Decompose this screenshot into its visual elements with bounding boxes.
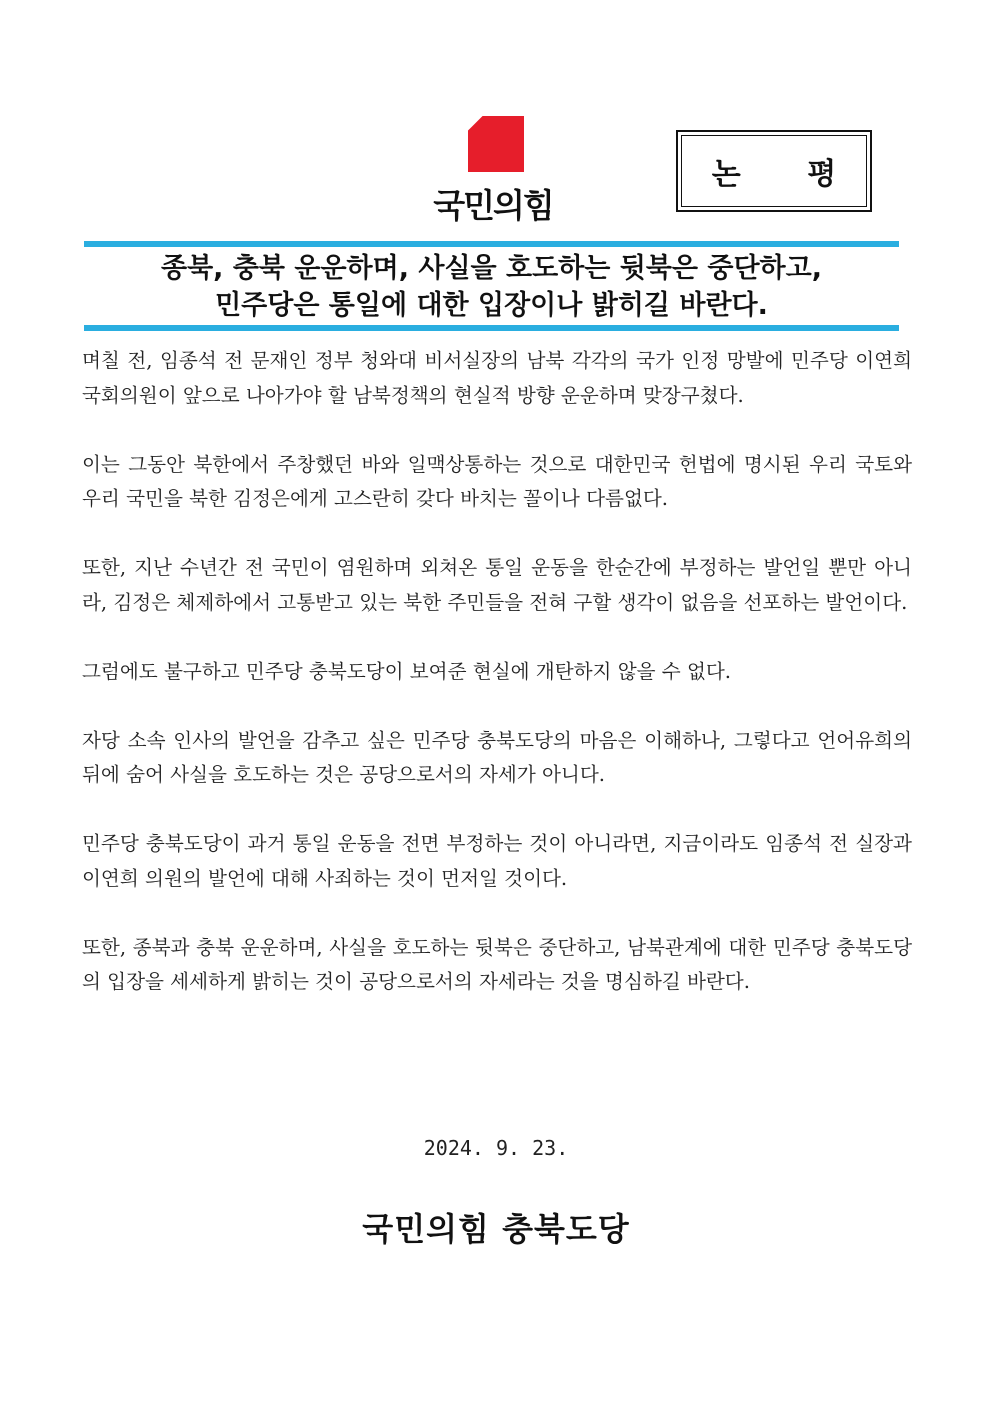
headline-bottom-rule — [84, 325, 899, 331]
commentary-badge-label: 논 평 — [681, 135, 867, 207]
party-logo-mark — [468, 116, 524, 172]
headline-line-1: 종북, 충북 운운하며, 사실을 호도하는 뒷북은 중단하고, — [161, 253, 822, 284]
paragraph: 자당 소속 인사의 발언을 감추고 싶은 민주당 충북도당의 마음은 이해하나, 그렇다고 언어유희의 뒤에 숨어 사실을 호도하는 것은 공당으로서의 자세가 아니다. — [82, 728, 912, 786]
paragraph: 민주당 충북도당이 과거 통일 운동을 전면 부정하는 것이 아니라면, 지금이라도 임종석 전 실장과 이연희 의원의 발언에 대해 사죄하는 것이 먼저일 것이다. — [82, 832, 912, 890]
headline — [84, 250, 899, 324]
headline-line-2: 민주당은 통일에 대한 입장이나 밝히길 바란다. — [215, 290, 768, 321]
statement-date: 2024. 9. 23. — [423, 1136, 569, 1160]
signature: 국민의힘 충북도당 — [362, 1210, 630, 1248]
party-logo-text: 국민의힘 — [433, 186, 553, 225]
paragraph: 또한, 종북과 충북 운운하며, 사실을 호도하는 뒷북은 중단하고, 남북관계에 대한 민주당 충북도당의 입장을 세세하게 밝히는 것이 공당으로서의 자세라는 것을 명심하길 바란다. — [82, 935, 912, 993]
statement-body — [82, 344, 912, 1034]
paragraph: 그럼에도 불구하고 민주당 충북도당이 보여준 현실에 개탄하지 않을 수 없다. — [82, 659, 732, 683]
paragraph: 또한, 지난 수년간 전 국민이 염원하며 외쳐온 통일 운동을 한순간에 부정하는 발언일 뿐만 아니라, 김정은 체제하에서 고통받고 있는 북한 주민들을 전혀 구할 생각이 없음을 선포하는 발언이다. — [82, 556, 912, 614]
commentary-badge — [676, 130, 872, 212]
paragraph: 며칠 전, 임종석 전 문재인 정부 청와대 비서실장의 남북 각각의 국가 인정 망발에 민주당 이연희 국회의원이 앞으로 나아가야 할 남북정책의 현실적 방향 운운하며 맞장구쳤다. — [82, 349, 912, 407]
party-logo — [420, 116, 566, 232]
headline-top-rule — [84, 241, 899, 247]
paragraph: 이는 그동안 북한에서 주창했던 바와 일맥상통하는 것으로 대한민국 헌법에 명시된 우리 국토와 우리 국민을 북한 김정은에게 고스란히 갖다 바치는 꼴이나 다름없다. — [82, 452, 912, 510]
